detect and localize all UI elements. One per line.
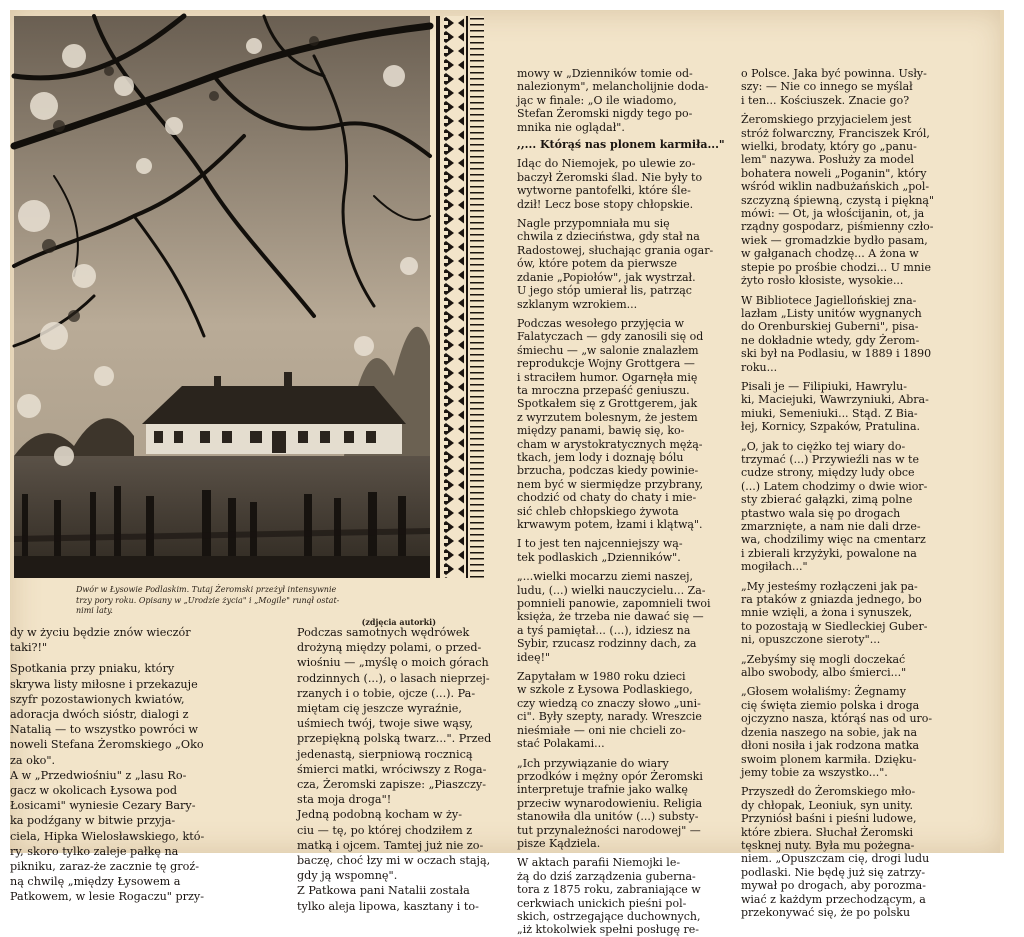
text-line: rządny gospodarz, piśmienny czło-	[741, 220, 934, 234]
text-line: wytworne pantofelki, które śle-	[517, 184, 691, 198]
text-line: chwila z dzieciństwa, gdy stał na	[517, 230, 700, 244]
text-line: w szkole z Łysowa Podlaskiego,	[517, 683, 693, 697]
text-line: Pisali je — Filipiuki, Hawrylu-	[741, 379, 907, 393]
text-line: adoracja dwóch sióstr, dialogi z	[10, 708, 189, 722]
text-line: stać Polakami...	[517, 737, 605, 751]
text-line: dłoni nosiła i jak rodzona matka	[741, 739, 920, 753]
caption-line: Dwór w Łysowie Podlaskim. Tutaj Żeromski przeżył intensywnie	[76, 585, 337, 594]
text-line: Podczas samotnych wędrówek	[297, 626, 470, 639]
text-line: miętam cię jeszcze wyraźnie,	[297, 702, 462, 716]
text-column-2	[297, 625, 507, 914]
text-line: mówi: — Ot, ja włościjanin, ot, ja	[741, 207, 925, 221]
text-line: mogiłach..."	[741, 560, 808, 574]
text-line: mnie wzięli, a żona i synuszek,	[741, 606, 913, 620]
text-line: Z Patkowa pani Natalii została	[297, 884, 470, 898]
text-line: ojczyzno nasza, którąś nas od uro-	[741, 712, 933, 726]
text-line: baczył Żeromski ślad. Nie były to	[517, 170, 703, 184]
text-line: dził! Lecz bose stopy chłopskie.	[517, 197, 694, 211]
text-line: ski był na Podlasiu, w 1889 i 1890	[741, 347, 932, 361]
ornament-svg	[436, 16, 490, 578]
text-line: szklanym wzrokiem...	[517, 297, 638, 311]
text-line: ra ptaków z gniazda jednego, bo	[741, 593, 922, 607]
text-line: tkach, jem lody i doznaję bólu	[517, 450, 684, 464]
text-line: rzanych i o tobie, ojcze (...). Pa-	[297, 686, 476, 700]
text-line: ci". Były szepty, narady. Wreszcie	[517, 710, 702, 724]
text-line: przodków i mężny opór Żeromski	[517, 769, 703, 783]
text-line: ną chwilę „między Łysowem a	[10, 875, 181, 889]
text-line: cię święta ziemio polska i droga	[741, 698, 920, 712]
text-line: mywał po drogach, aby porozma-	[741, 879, 926, 893]
text-line: swoim plonem karmiła. Dzięku-	[741, 752, 917, 766]
text-line: ptastwo wala się po drogach	[741, 506, 901, 520]
text-line: tut przynależności narodowej" —	[517, 823, 701, 837]
text-line: krwawym potem, łzami i klątwą".	[517, 518, 703, 531]
text-line: tylko aleja lipowa, kasztany i to-	[297, 899, 479, 913]
text-line: ki, Maciejuki, Wawrzyniuki, Abra-	[741, 393, 929, 407]
text-line: szy: — Nie co innego se myślał	[741, 80, 913, 94]
text-line: szyfr pozostawionych kwiatów,	[10, 692, 185, 706]
caption-line: nimi laty.	[76, 606, 113, 615]
text-line: Podczas wesołego przyjęcia w	[517, 316, 685, 330]
text-line: Sybir, rzucasz rodzinny dach, za	[517, 637, 697, 651]
text-line: miuki, Semeniuki... Stąd. Z Bia-	[741, 406, 918, 420]
text-line: ideę!"	[517, 650, 551, 664]
text-line: Natalią — to wszystko powróci w	[10, 723, 198, 737]
text-line: Idąc do Niemojek, po ulewie zo-	[517, 157, 696, 171]
text-line: ciela, Hipka Wielosławskiego, któ-	[10, 829, 205, 843]
text-line: ry, skoro tylko zaleje pałkę na	[10, 844, 179, 858]
text-line: dy w życiu będzie znów wieczór	[10, 626, 191, 639]
text-line: z wyrzutem bolesnym, że jestem	[517, 410, 698, 424]
text-line: Patkowem, w lesie Rogaczu" przy-	[10, 890, 205, 904]
text-line: trzymać (...) Przywieźli nas w te	[741, 452, 919, 466]
text-line: U jego stóp umierał lis, patrząc	[517, 284, 692, 298]
text-line: ka podźgany w bitwie przyja-	[10, 814, 176, 828]
text-line: „Zebyśmy się mogli doczekać	[741, 652, 906, 666]
newspaper-clipping	[10, 10, 1004, 937]
caption-line: trzy pory roku. Opisany w „Urodzie życia" i „Mogile" runął ostat-	[76, 595, 340, 605]
text-line: wiać z każdym przechodzącym, a	[741, 892, 926, 906]
text-line: Zapytałam w 1980 roku dzieci	[517, 670, 686, 684]
text-line: gdy ją wspomnę".	[297, 869, 398, 883]
text-line: i straciłem humor. Ogarnęła mię	[517, 370, 698, 384]
text-line: szczyzną śpiewną, czystą i piękną"	[741, 193, 935, 207]
text-line: chodzić od chaty do chaty i mie-	[517, 491, 697, 505]
text-line: wielki, brodaty, który go „panu-	[741, 140, 917, 154]
text-line: zdanie „Popiołów", jak wystrzał.	[517, 270, 696, 284]
text-line: „My jesteśmy rozłączeni jak pa-	[741, 579, 918, 593]
text-line: pisze Kądziela.	[517, 836, 601, 850]
text-line: o Polsce. Jaka być powinna. Usły-	[741, 67, 927, 80]
text-line: mowy w „Dzienników tomie od-	[517, 67, 693, 80]
text-line: między panami, bawię się, ko-	[517, 424, 685, 438]
text-line: lem" nazywa. Posłuży za model	[741, 153, 914, 167]
text-line: wiośniu — „myślę o moich górach	[297, 656, 489, 670]
text-line: Radostowej, słuchając grania ogar-	[517, 243, 714, 257]
text-line: ów, które potem da pierwsze	[517, 257, 678, 271]
text-line: brzucha, podczas kiedy powinie-	[517, 464, 699, 478]
text-line: żyto rosło kłosiste, wysokie...	[741, 274, 904, 288]
text-line: „Ich przywiązanie do wiary	[517, 756, 669, 770]
text-line: pomnieli panowie, zapomnieli twoi	[517, 597, 711, 611]
text-line: Łosicami" wyniesie Cezary Bary-	[10, 799, 196, 813]
text-line: a tyś pamiętał... (...), idziesz na	[517, 623, 691, 637]
photo-credit: (zdjęcia autorki)	[361, 616, 436, 627]
text-line: rodzinnych (...), o lasach nieprzej-	[297, 671, 490, 685]
text-line: tęsknej nuty. Była mu pożegna-	[741, 838, 915, 852]
text-line: skich, ostrzegające duchownych,	[517, 909, 701, 923]
text-line: przeciw wynarodowieniu. Religia	[517, 796, 703, 810]
text-line: taki?!"	[10, 641, 48, 655]
text-line: jąc w finale: „O ile wiadomo,	[517, 93, 677, 107]
text-line: Jedną podobną kocham w ży-	[297, 808, 463, 822]
text-line: ludu, (...) wielki nauczycielu... Za-	[517, 583, 706, 597]
text-line: baczę, choć łzy mi w oczach stają,	[297, 854, 491, 868]
text-line: „iż ktokolwiek spełni posługę re-	[517, 923, 699, 937]
text-line: dy chłopak, Leoniuk, syn unity.	[741, 798, 914, 812]
text-line: „O, jak to ciężko tej wiary do-	[741, 439, 906, 453]
text-line: łej, Kornicy, Szpaków, Pratulina.	[741, 420, 921, 434]
text-line: nem być w siermiędze przybrany,	[517, 477, 704, 491]
text-line: śmiechu — „w salonie znalazłem	[517, 343, 699, 357]
text-line: wiek — gromadzkie bydło pasam,	[741, 233, 928, 247]
text-column-4	[741, 67, 969, 919]
text-line: za oko".	[10, 753, 56, 767]
text-line: zmarznięte, a nam nie dali drze-	[741, 520, 921, 533]
paper-edge	[1000, 10, 1004, 853]
text-line: Żeromskiego przyjacielem jest	[741, 113, 912, 127]
text-line: I to jest ten najcenniejszy wą-	[517, 537, 683, 551]
text-line: W Bibliotece Jagiellońskiej zna-	[741, 293, 917, 307]
text-line: to pozostają w Siedleckiej Guber-	[741, 619, 928, 633]
text-line: do Orenburskiej Guberni", pisa-	[741, 320, 919, 334]
text-line: podlaski. Nie będę już się zatrzy-	[741, 865, 926, 879]
text-line: sić chleb chłopskiego żywota	[517, 504, 679, 518]
text-column-3	[517, 67, 732, 937]
text-line: lazłam „Listy unitów wygnanych	[741, 306, 922, 320]
section-heading: ,,... Którąś nas plonem karmiła..."	[517, 138, 725, 152]
text-line: reprodukcje Wojny Grottgera —	[517, 357, 695, 371]
text-line: „...wielki mocarzu ziemi naszej,	[517, 570, 694, 584]
text-line: W aktach parafii Niemojki le-	[517, 856, 681, 870]
text-line: stanowiła dla unitów (...) substy-	[517, 810, 699, 824]
text-column-1	[10, 625, 278, 905]
text-line: Przyszedł do Żeromskiego mło-	[741, 785, 916, 799]
text-line: niem. „Opuszczam cię, drogi ludu	[741, 852, 930, 866]
text-line: przekonywać się, że po polsku	[741, 905, 911, 919]
text-line: albo swobody, albo śmierci..."	[741, 666, 907, 680]
text-line: wa, chodzilimy więc na cmentarz	[741, 533, 926, 547]
text-line: nalezionym", melancholijnie doda-	[517, 80, 709, 94]
text-line: ne dokładnie wtedy, gdy Żerom-	[741, 333, 920, 347]
text-line: (...) Latem chodzimy o dwie wior-	[741, 479, 928, 493]
text-line: sty zbierać gałązki, zimą polne	[741, 493, 913, 507]
text-line: ni, opuszczone sieroty"...	[741, 633, 881, 647]
text-line: przepiękną polską twarz...". Przed	[297, 732, 492, 746]
text-line: „Głosem wołaliśmy: Żegnamy	[741, 685, 906, 699]
text-line: jedenastą, sierpniową rocznicą	[297, 747, 473, 761]
manor-house-photo	[14, 16, 430, 578]
text-line: tora z 1875 roku, zabraniające w	[517, 883, 701, 897]
text-line: noweli Stefana Żeromskiego „Oko	[10, 738, 204, 752]
text-line: Nagle przypomniała mu się	[517, 217, 670, 231]
text-line: dzenia naszego na sobie, jak na	[741, 725, 917, 739]
text-line: roku...	[741, 360, 778, 374]
text-line: czy wiedzą co znaczy słowo „uni-	[517, 696, 701, 710]
text-line: które zbiera. Słuchał Żeromski	[741, 825, 913, 839]
text-line: A w „Przedwiośniu" z „lasu Ro-	[10, 768, 187, 782]
text-line: wśród wiklin nadbużańskich „pol-	[741, 180, 930, 194]
photo-caption	[76, 585, 436, 627]
text-line: uśmiech twój, twoje siwe wąsy,	[297, 717, 474, 731]
text-line: Spotkałem się z Grottgerem, jak	[517, 397, 698, 411]
text-line: Przyniósł baśni i pieśni ludowe,	[741, 812, 917, 826]
text-line: stepie po prośbie chodzi... U mnie	[741, 260, 931, 274]
text-line: nieśmiałe — oni nie chcieli zo-	[517, 723, 686, 737]
text-line: tek podlaskich „Dzienników".	[517, 550, 681, 564]
text-line: ciu — tę, po której chodziłem z	[297, 823, 473, 837]
text-line: Spotkania przy pniaku, który	[10, 662, 175, 676]
text-line: matką i ojcem. Tamtej już nie zo-	[297, 838, 484, 852]
folk-ornament-band	[436, 16, 490, 578]
text-line: sta moja droga"!	[297, 793, 392, 807]
text-line: cham w arystokratycznych mężą-	[517, 437, 703, 451]
text-line: drożyną między polami, o przed-	[297, 641, 482, 655]
text-line: cza, Żeromski zapisze: „Piaszczy-	[297, 778, 487, 792]
text-line: Falatyczach — gdy zanosili się od	[517, 330, 704, 344]
text-line: interpretuje trafnie jako walkę	[517, 783, 688, 797]
text-line: pikniku, zaraz-że zacznie tę groź-	[10, 860, 200, 874]
text-line: Stefan Żeromski nigdy tego po-	[517, 107, 693, 121]
text-line: jemy tobie za wszystko...".	[741, 765, 888, 779]
text-line: księża, że trzeba nie dawać się —	[517, 610, 704, 624]
text-line: ta mroczna przepaść geniuszu.	[517, 383, 690, 397]
text-line: stróż folwarczny, Franciszek Król,	[741, 126, 930, 140]
text-line: cudze strony, między ludy obce	[741, 466, 915, 480]
text-line: i zbierali krzyżyki, powalone na	[741, 546, 917, 560]
text-line: skrywa listy miłosne i przekazuje	[10, 677, 198, 691]
text-line: bohatera noweli „Poganin", który	[741, 166, 927, 180]
text-line: mnika nie oglądał".	[517, 120, 625, 134]
photo-svg	[14, 16, 430, 578]
text-line: żą do dziś zarządzenia guberna-	[517, 869, 696, 883]
text-line: i ten... Kościuszek. Znacie go?	[741, 93, 910, 107]
text-line: w gałganach chodzę... A żona w	[741, 247, 919, 261]
text-line: cerkwiach unickich pieśni pol-	[517, 896, 687, 910]
text-line: śmierci matki, wróciwszy z Roga-	[297, 762, 487, 776]
text-line: gacz w okolicach Łysowa pod	[10, 784, 177, 798]
